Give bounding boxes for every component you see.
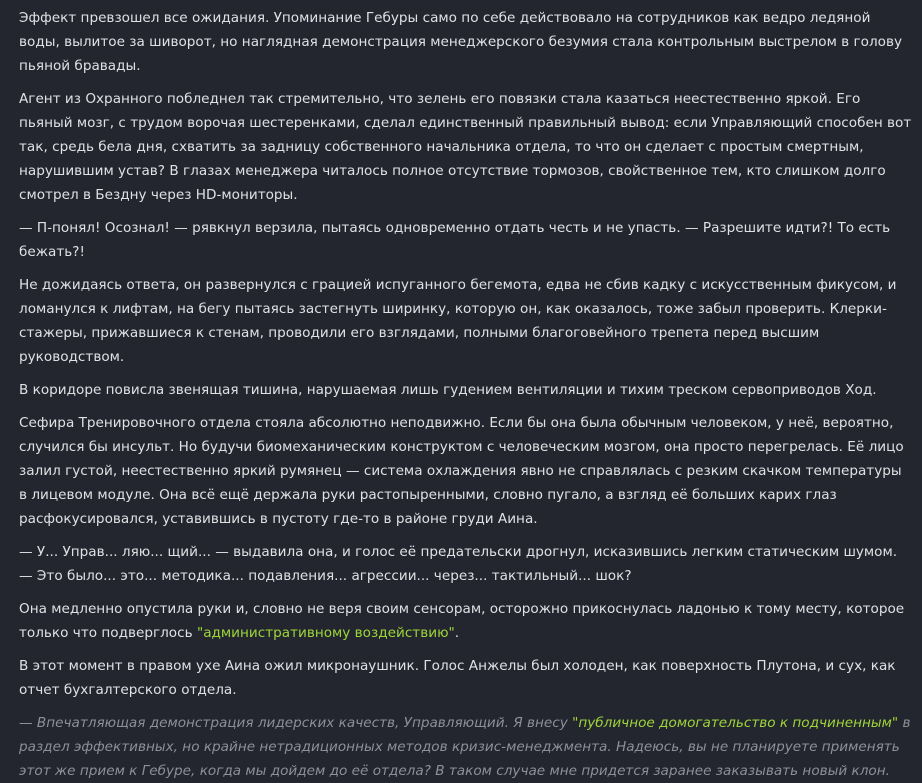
paragraph-text: В этот момент в правом ухе Аина ожил микронаушник. Голос Анжелы был холоден, как поверхность Плутона, и сух, как отчет бухгалтерского отдела. — [19, 658, 896, 698]
paragraph-text: в раздел эффективных, но крайне нетрадиционных методов кризис-менеджмента. Надеюсь, вы не планируете применять этот же прием к Гебуре, когда мы дойдем до её отдела? В таком случае мне придется заранее заказывать новый клон. — [19, 715, 911, 779]
paragraph-text: — У... Управ... ляю... щий... — выдавила она, и голос её предательски дрогнул, исказившись легким статическим шумом. — Это было... это... методика... подавления... агрессии... через... тактильный... шок? — [19, 544, 898, 584]
paragraph-3-dialogue — [19, 216, 912, 264]
paragraph-text: . — [454, 625, 460, 641]
paragraph-1 — [19, 6, 912, 78]
paragraph-text: — П-понял! Осознал! — рявкнул верзила, пытаясь одновременно отдать честь и не упасть. — Разрешите идти?! То есть бежать?! — [19, 220, 891, 260]
highlighted-quote: "публичное домогательство к подчиненным" — [572, 715, 899, 731]
paragraph-text: — Впечатляющая демонстрация лидерских качеств, Управляющий. Я внесу — [19, 715, 573, 731]
paragraph-8 — [19, 597, 912, 645]
paragraph-9 — [19, 654, 912, 702]
paragraph-10-italic-dialogue — [19, 711, 912, 783]
paragraph-text: Сефира Тренировочного отдела стояла абсолютно неподвижно. Если бы она была обычным человеком, у неё, вероятно, случился бы инсульт. Но будучи биомеханическим конструктом с человеческим мозгом, она просто перегрелась. Её лицо залил густой, неестественно яркий румянец — система охлаждения явно не справлялась с резким скачком температуры в лицевом модуле. Она всё ещё держала руки растопыренными, словно пугало, а взгляд её больших карих глаз расфокусировался, уставившись в пустоту где-то в районе груди Аина. — [19, 415, 904, 527]
paragraph-text: Эффект превзошел все ожидания. Упоминание Гебуры само по себе действовало на сотрудников как ведро ледяной воды, вылитое за шиворот, но наглядная демонстрация менеджерского безумия стала контрольным выстрелом в голову пьяной бравады. — [19, 10, 903, 74]
paragraph-2 — [19, 87, 912, 207]
paragraph-text: Не дожидаясь ответа, он развернулся с грацией испуганного бегемота, едва не сбив кадку с искусственным фикусом, и ломанулся к лифтам, на бегу пытаясь застегнуть ширинку, которую он, как оказалось, тоже забыл проверить. Клерки-стажеры, прижавшиеся к стенам, проводили его взглядами, полными благоговейного трепета перед высшим руководством. — [19, 277, 897, 365]
highlighted-quote: "административному воздействию" — [196, 625, 455, 641]
paragraph-text: Она медленно опустила руки и, словно не веря своим сенсорам, осторожно прикоснулась ладонью к тому месту, которое только что подверглось — [19, 601, 905, 641]
paragraph-4 — [19, 273, 912, 369]
paragraph-text: Агент из Охранного побледнел так стремительно, что зелень его повязки стала казаться неестественно яркой. Его пьяный мозг, с трудом ворочая шестеренками, сделал единственный правильный вывод: если Управляющий способен вот так, средь бела дня, схватить за задницу собственного начальника отдела, то что он сделает с простым смертным, нарушившим устав? В глазах менеджера читалось полное отсутствие тормозов, свойственное тем, кто слишком долго смотрел в Бездну через HD-мониторы. — [19, 91, 912, 203]
paragraph-6 — [19, 411, 912, 531]
paragraph-5 — [19, 378, 912, 402]
paragraph-text: В коридоре повисла звенящая тишина, нарушаемая лишь гудением вентиляции и тихим треском сервоприводов Ход. — [19, 382, 877, 398]
paragraph-7-dialogue — [19, 540, 912, 588]
